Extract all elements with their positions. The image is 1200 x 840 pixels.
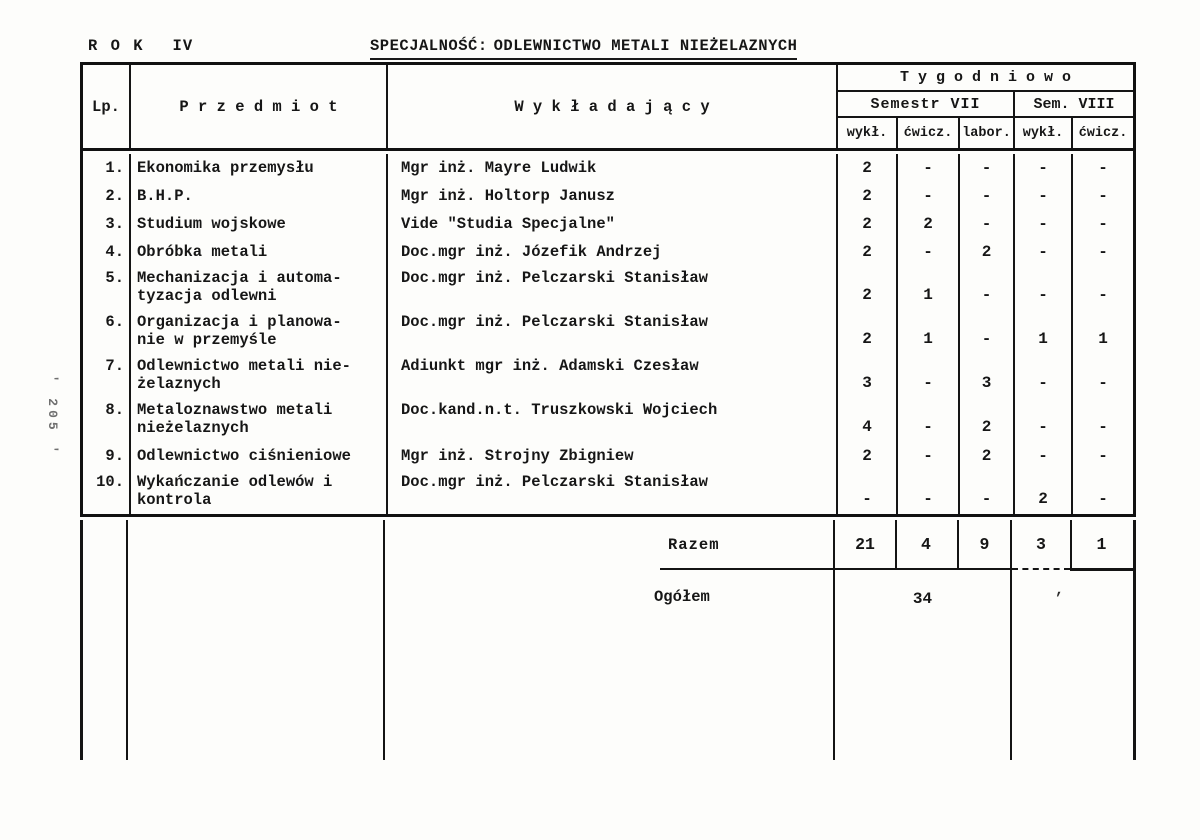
- header-labor-7: labor.: [960, 118, 1015, 148]
- subject-line: Ekonomika przemysłu: [137, 159, 314, 177]
- hours-cwicz-8: -: [1098, 374, 1108, 392]
- row-number: 7.: [83, 354, 131, 398]
- hours-cwicz-8: -: [1098, 490, 1108, 508]
- lecturer-cell: Mgr inż. Mayre Ludwik: [388, 154, 838, 182]
- razem-labor-7: 9: [979, 534, 990, 554]
- razem-wykl-8: 3: [1036, 534, 1046, 554]
- razem-totals-row: [835, 520, 1133, 568]
- hours-wykl-8: -: [1015, 182, 1073, 210]
- hours-labor-7: 2: [960, 442, 1015, 470]
- table-row: [83, 470, 1133, 514]
- specialization-label: SPECJALNOŚĆ:: [370, 37, 488, 55]
- hours-cwicz-8: -: [1098, 187, 1108, 205]
- rule-left-outer: [80, 520, 83, 760]
- header-cwicz-7: ćwicz.: [898, 118, 960, 148]
- ogolem-stray-mark: ,: [1055, 582, 1065, 599]
- hours-wykl-8: -: [1015, 154, 1073, 182]
- table-row: [83, 354, 1133, 398]
- hours-wykl-7: 2: [838, 266, 898, 310]
- subject-line: nie w przemyśle: [137, 331, 277, 349]
- razem-cwicz-7: 4: [921, 534, 931, 554]
- table-header: [83, 65, 1133, 151]
- summary-section: [80, 520, 1136, 762]
- lecturer-cell: Mgr inż. Holtorp Janusz: [388, 182, 838, 210]
- table-body: [83, 151, 1133, 514]
- hours-cwicz-7: -: [898, 238, 960, 266]
- lecturer-cell: Doc.kand.n.t. Truszkowski Wojciech: [388, 398, 838, 442]
- hours-wykl-8: -: [1015, 398, 1073, 442]
- header-lp: Lp.: [83, 65, 131, 148]
- hours-wykl-7: 2: [838, 442, 898, 470]
- header-semesters: [838, 92, 1133, 118]
- lecturer-cell: Doc.mgr inż. Pelczarski Stanisław: [388, 470, 838, 514]
- hours-cwicz-7: 1: [898, 310, 960, 354]
- header-wykl-7: wykł.: [838, 118, 898, 148]
- lecturer-cell: Mgr inż. Strojny Zbigniew: [388, 442, 838, 470]
- ogolem-label: Ogółem: [654, 588, 710, 606]
- subject-cell: [131, 266, 388, 310]
- lecturer-cell: Vide "Studia Specjalne": [388, 210, 838, 238]
- hours-labor-7: -: [960, 210, 1015, 238]
- hours-cwicz-8: -: [1098, 286, 1108, 304]
- row-number: 8.: [83, 398, 131, 442]
- hours-wykl-7: 2: [838, 182, 898, 210]
- subject-cell: [131, 398, 388, 442]
- hours-labor-7: -: [960, 154, 1015, 182]
- rule-przedmiot-divider: [383, 520, 385, 760]
- hours-cwicz-7: 2: [898, 210, 960, 238]
- subject-cell: [131, 310, 388, 354]
- year-value: IV: [172, 37, 194, 55]
- subject-line: żelaznych: [137, 375, 221, 393]
- header-tygodniowo: T y g o d n i o w o: [838, 65, 1133, 92]
- hours-wykl-8: -: [1015, 210, 1073, 238]
- table-row: [83, 310, 1133, 354]
- header-semestr-7: Semestr VII: [838, 92, 1015, 116]
- row-number: 4.: [83, 238, 131, 266]
- margin-page-number: ' 205 ': [45, 374, 60, 458]
- page-title-bar: [0, 37, 1200, 59]
- hours-labor-7: -: [960, 266, 1015, 310]
- table-row: [83, 238, 1133, 266]
- header-przedmiot: P r z e d m i o t: [131, 65, 388, 148]
- subject-line: Obróbka metali: [137, 243, 268, 261]
- hours-cwicz-7: -: [898, 398, 960, 442]
- hours-labor-7: 2: [960, 238, 1015, 266]
- subject-line: Metaloznawstwo metali: [137, 401, 333, 419]
- hours-cwicz-7: 1: [898, 266, 960, 310]
- table-row: [83, 210, 1133, 238]
- row-number: 2.: [83, 182, 131, 210]
- razem-underline: [660, 568, 1012, 570]
- hours-cwicz-8: -: [1098, 159, 1108, 177]
- table-row: [83, 154, 1133, 182]
- curriculum-table: [80, 62, 1136, 517]
- subject-cell: [131, 182, 388, 210]
- razem-underline-dashed: [1012, 568, 1070, 570]
- subject-cell: [131, 442, 388, 470]
- razem-wykl-7: 21: [855, 534, 875, 554]
- lecturer-cell: Doc.mgr inż. Józefik Andrzej: [388, 238, 838, 266]
- subject-line: tyzacja odlewni: [137, 287, 277, 305]
- hours-cwicz-8: -: [1098, 447, 1108, 465]
- razem-underline-right: [1070, 568, 1133, 571]
- rule-lp-divider: [126, 520, 128, 760]
- hours-wykl-7: -: [838, 470, 898, 514]
- hours-cwicz-7: -: [898, 354, 960, 398]
- hours-wykl-8: 1: [1015, 310, 1073, 354]
- hours-wykl-7: 2: [838, 210, 898, 238]
- row-number: 1.: [83, 154, 131, 182]
- hours-wykl-7: 3: [838, 354, 898, 398]
- hours-labor-7: -: [960, 310, 1015, 354]
- subject-cell: [131, 238, 388, 266]
- subject-line: Mechanizacja i automa-: [137, 269, 342, 287]
- subject-line: kontrola: [137, 491, 212, 509]
- hours-cwicz-8: -: [1098, 243, 1108, 261]
- hours-cwicz-8: 1: [1098, 330, 1108, 348]
- subject-cell: [131, 154, 388, 182]
- lecturer-cell: Doc.mgr inż. Pelczarski Stanisław: [388, 266, 838, 310]
- header-weekly-hours: [838, 65, 1133, 148]
- subject-cell: [131, 354, 388, 398]
- table-row: [83, 442, 1133, 470]
- hours-labor-7: -: [960, 470, 1015, 514]
- subject-line: Organizacja i planowa-: [137, 313, 342, 331]
- ogolem-total: 34: [912, 590, 933, 608]
- subject-cell: [131, 470, 388, 514]
- lecturer-cell: Doc.mgr inż. Pelczarski Stanisław: [388, 310, 838, 354]
- hours-wykl-8: -: [1015, 354, 1073, 398]
- hours-labor-7: 2: [960, 398, 1015, 442]
- hours-wykl-8: 2: [1015, 470, 1073, 514]
- table-row: [83, 398, 1133, 442]
- hours-cwicz-8: -: [1098, 215, 1108, 233]
- header-wykladajacy: W y k ł a d a j ą c y: [388, 65, 838, 148]
- hours-cwicz-7: -: [898, 182, 960, 210]
- lecturer-cell: Adiunkt mgr inż. Adamski Czesław: [388, 354, 838, 398]
- row-number: 5.: [83, 266, 131, 310]
- subject-line: Odlewnictwo ciśnieniowe: [137, 447, 351, 465]
- hours-wykl-7: 4: [838, 398, 898, 442]
- hours-wykl-8: -: [1015, 266, 1073, 310]
- hours-labor-7: -: [960, 182, 1015, 210]
- header-cwicz-8: ćwicz.: [1078, 125, 1128, 141]
- subject-line: Odlewnictwo metali nie-: [137, 357, 351, 375]
- header-hour-types: [838, 118, 1133, 148]
- hours-wykl-8: -: [1015, 442, 1073, 470]
- razem-cwicz-8: 1: [1096, 534, 1107, 554]
- hours-labor-7: 3: [960, 354, 1015, 398]
- hours-cwicz-7: -: [898, 442, 960, 470]
- row-number: 6.: [83, 310, 131, 354]
- subject-line: B.H.P.: [137, 187, 193, 205]
- hours-wykl-7: 2: [838, 238, 898, 266]
- hours-wykl-8: -: [1015, 238, 1073, 266]
- subject-line: nieżelaznych: [137, 419, 249, 437]
- header-wykl-8: wykł.: [1015, 118, 1073, 148]
- razem-label: Razem: [668, 536, 720, 554]
- subject-line: Studium wojskowe: [137, 215, 286, 233]
- table-row: [83, 182, 1133, 210]
- year-heading: [88, 37, 193, 55]
- hours-cwicz-7: -: [898, 154, 960, 182]
- row-number: 9.: [83, 442, 131, 470]
- hours-cwicz-7: -: [898, 470, 960, 514]
- year-label: R O K: [88, 37, 145, 55]
- specialization-heading: [370, 37, 797, 60]
- header-semestr-8: Sem. VIII: [1033, 95, 1115, 113]
- hours-wykl-7: 2: [838, 154, 898, 182]
- specialization-value: ODLEWNICTWO METALI NIEŻELAZNYCH: [493, 37, 798, 55]
- subject-cell: [131, 210, 388, 238]
- hours-cwicz-8: -: [1098, 418, 1108, 436]
- table-row: [83, 266, 1133, 310]
- row-number: 3.: [83, 210, 131, 238]
- row-number: 10.: [83, 470, 131, 514]
- hours-wykl-7: 2: [838, 310, 898, 354]
- subject-line: Wykańczanie odlewów i: [137, 473, 333, 491]
- rule-right-outer: [1133, 520, 1136, 760]
